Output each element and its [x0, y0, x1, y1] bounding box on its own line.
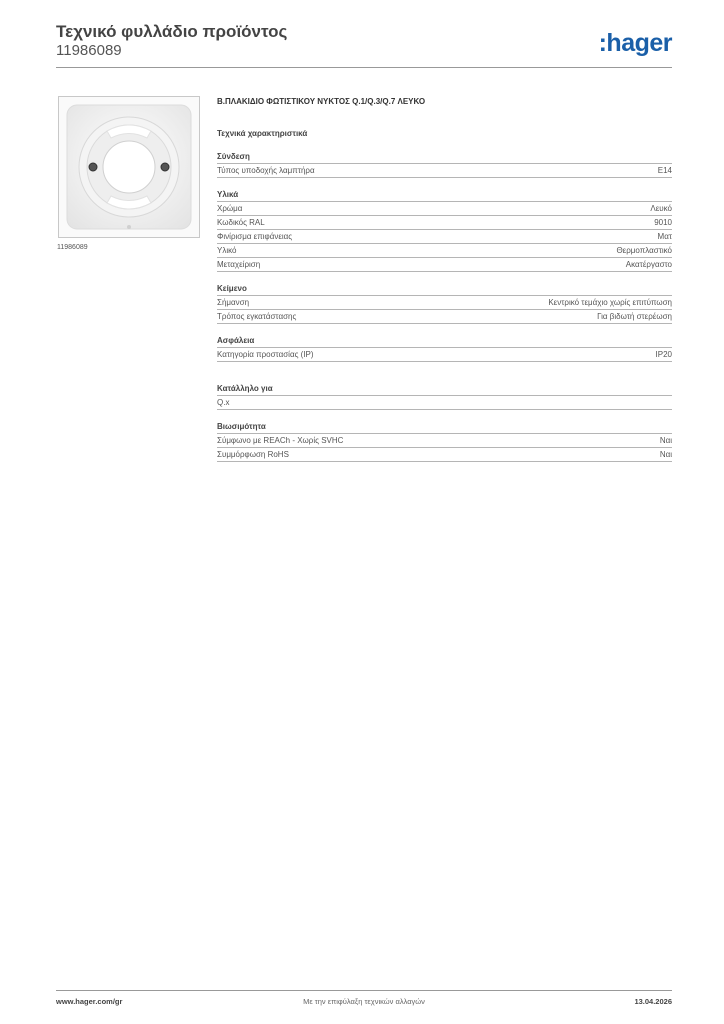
spec-value: Ματ [657, 232, 672, 241]
spec-label: Κατηγορία προστασίας (IP) [217, 350, 314, 359]
spec-label: Τρόπος εγκατάστασης [217, 312, 297, 321]
spec-label: Κωδικός RAL [217, 218, 265, 227]
spec-row [217, 434, 672, 448]
group-title: Σύνδεση [217, 150, 672, 164]
group-title: Κατάλληλο για [217, 382, 672, 396]
spec-value: Λευκό [650, 204, 672, 213]
group-title: Κείμενο [217, 282, 672, 296]
spec-value: Ναι [659, 436, 672, 445]
spec-group-materials [217, 188, 672, 272]
spec-label: Φινίρισμα επιφάνειας [217, 232, 293, 241]
spec-row [217, 448, 672, 462]
spec-label: Σύμφωνο με REACh - Χωρίς SVHC [217, 436, 344, 445]
spec-label: Μεταχείριση [217, 260, 261, 269]
spec-value: Ναι [659, 450, 672, 459]
hager-logo: :hager [598, 29, 672, 57]
specs-heading: Τεχνικά χαρακτηριστικά [217, 129, 308, 138]
document-title: Τεχνικό φυλλάδιο προϊόντος [56, 22, 288, 41]
image-caption: 11986089 [57, 244, 88, 251]
spec-value: Για βιδωτή στερέωση [597, 312, 672, 321]
spec-label: Τύπος υποδοχής λαμπτήρα [217, 166, 315, 175]
spec-group-sustainability [217, 420, 672, 462]
spec-value: E14 [657, 166, 672, 175]
spec-value: Ακατέργαστο [625, 260, 672, 269]
group-title: Βιωσιμότητα [217, 420, 672, 434]
spec-row [217, 296, 672, 310]
footer-date: 13.04.2026 [634, 997, 672, 1006]
spec-label: Χρώμα [217, 204, 243, 213]
spec-row [217, 244, 672, 258]
spec-row [217, 230, 672, 244]
spec-label: Q.x [217, 398, 230, 407]
page-footer [56, 997, 672, 1009]
spec-group-connection [217, 150, 672, 178]
spec-group-safety [217, 334, 672, 362]
spec-row [217, 348, 672, 362]
product-name: Β.ΠΛΑΚΙΔΙΟ ΦΩΤΙΣΤΙΚΟΥ ΝΥΚΤΟΣ Q.1/Q.3/Q.7 ΛΕΥΚΟ [217, 97, 426, 106]
product-image [58, 96, 200, 238]
spec-content [217, 95, 672, 462]
spec-row [217, 258, 672, 272]
spec-label: Υλικό [217, 246, 237, 255]
footer-note: Με την επιφύλαξη τεχνικών αλλαγών [303, 997, 425, 1006]
spec-value: Κεντρικό τεμάχιο χωρίς επιτύπωση [548, 298, 672, 307]
spec-row [217, 202, 672, 216]
spec-row [217, 164, 672, 178]
page-header [56, 22, 672, 60]
spec-label: Σήμανση [217, 298, 250, 307]
spec-row [217, 396, 672, 410]
group-title: Ασφάλεια [217, 334, 672, 348]
spec-label: Συμμόρφωση RoHS [217, 450, 289, 459]
spec-row [217, 216, 672, 230]
header-divider [56, 67, 672, 68]
spec-value: 9010 [654, 218, 672, 227]
website-link[interactable]: www.hager.com/gr [56, 997, 123, 1006]
group-title: Υλικά [217, 188, 672, 202]
spec-row [217, 310, 672, 324]
spec-value: IP20 [655, 350, 672, 359]
product-code: 11986089 [56, 42, 122, 59]
footer-divider [56, 990, 672, 991]
spec-group-text [217, 282, 672, 324]
spec-group-suitable-for [217, 382, 672, 410]
spec-value: Θερμοπλαστικό [616, 246, 672, 255]
